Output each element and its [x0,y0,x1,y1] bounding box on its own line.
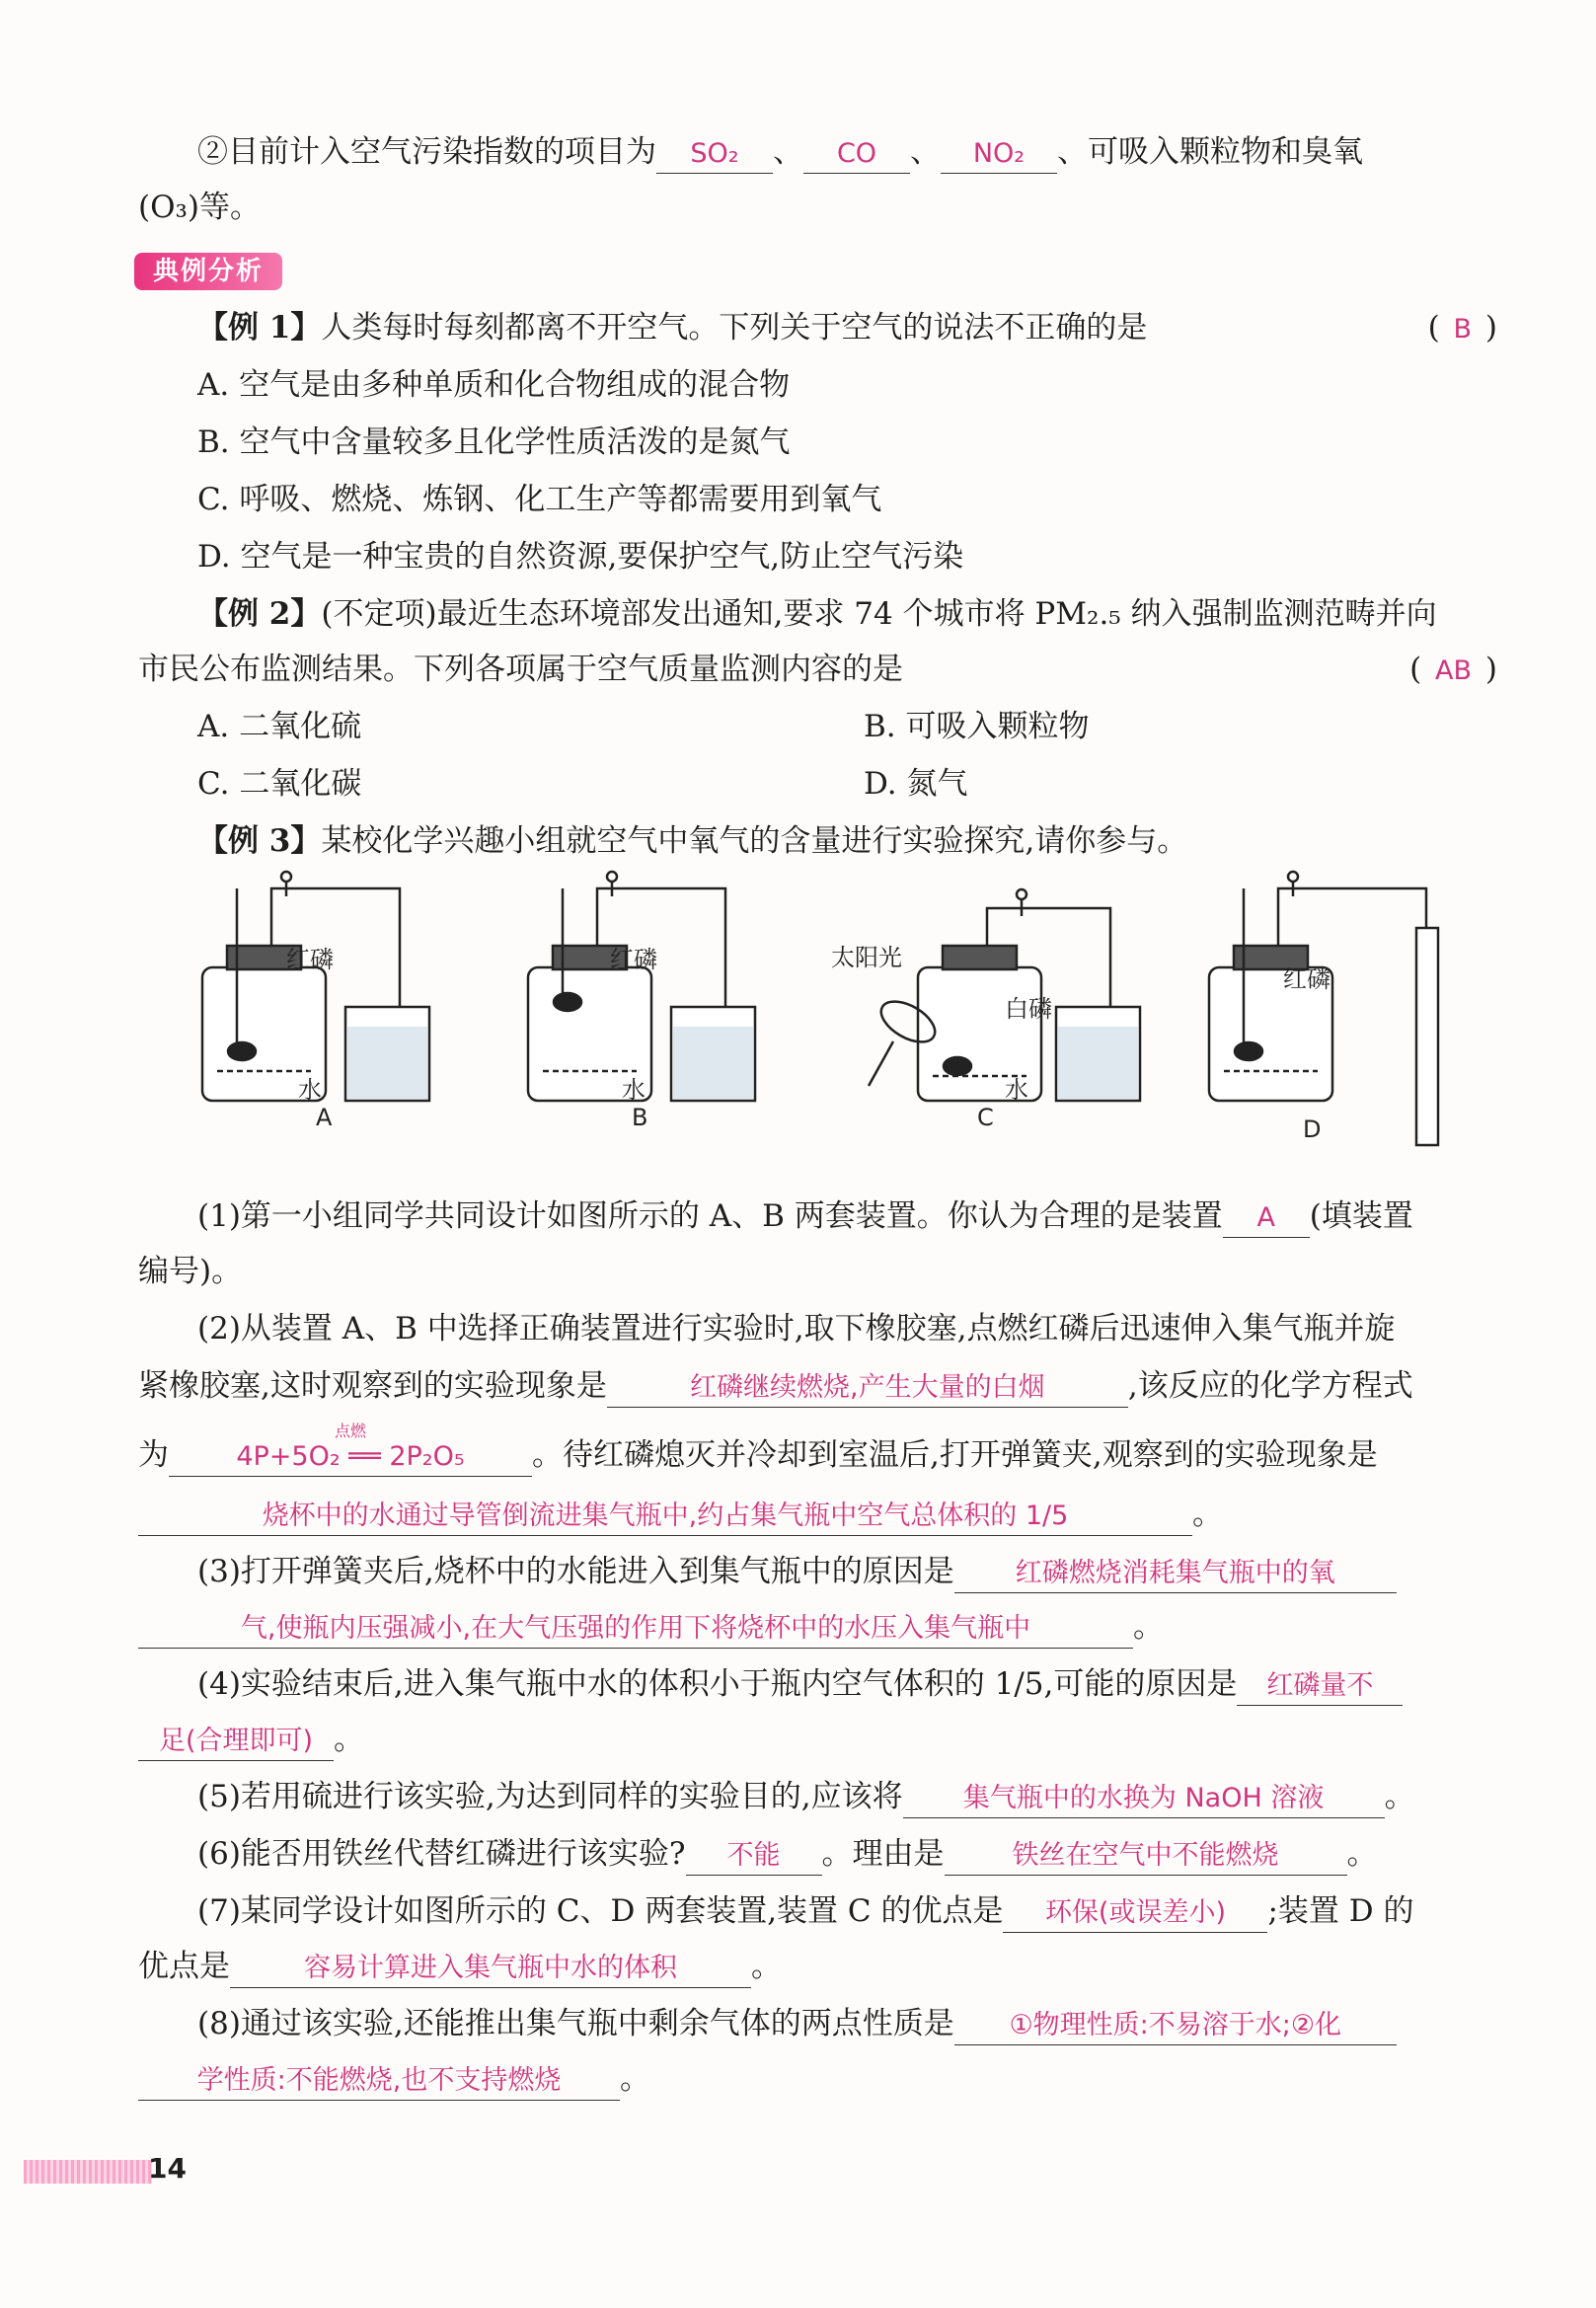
q1-text: (1)第一小组同学共同设计如图所示的 A、B 两套装置。你认为合理的是装置 [197,1198,1223,1234]
answer-no2: NO₂ [941,135,1057,174]
q6-answer-2: 铁丝在空气中不能燃烧 [945,1837,1347,1876]
apparatus-diagram [188,869,1471,1165]
q2-line-3 [138,1422,1500,1477]
label-water-a: 水 [298,1076,322,1104]
q4-line-1 [197,1662,1559,1706]
q8-line-1 [197,2002,1559,2045]
q3-line-1 [197,1550,1559,1593]
label-water-c: 水 [1005,1076,1028,1104]
ex2-option-a: A. 二氧化硫 [197,709,362,744]
ex2-option-c: C. 二氧化碳 [197,766,362,802]
q5-text: 。 [1384,1779,1415,1814]
q6-line [197,1832,1559,1876]
ex2-answer-bracket: ( AB ) [1409,648,1497,691]
q1-line-1 [197,1194,1559,1238]
ex1-option-a: A. 空气是由多种单质和化合物组成的混合物 [197,367,791,403]
ex1-answer: B [1453,314,1473,345]
ex1-option-d: D. 空气是一种宝贵的自然资源,要保护空气,防止空气污染 [197,539,964,575]
label-red-phosphorus-a: 红磷 [286,946,334,973]
q2-text: 。 [1192,1497,1223,1532]
q3-text: 。 [1133,1609,1164,1645]
q2-text: 紧橡胶塞,这时观察到的实验现象是 [138,1368,607,1404]
ex1-answer-bracket: ( B ) [1428,306,1497,349]
separator: 、 [773,134,803,170]
ex1-option-b: B. 空气中含量较多且化学性质活泼的是氮气 [197,424,791,460]
q7-answer-1: 环保(或误差小) [1003,1894,1267,1933]
q7-answer-2: 容易计算进入集气瓶中水的体积 [230,1950,751,1988]
q3-text: (3)打开弹簧夹后,烧杯中的水能进入到集气瓶中的原因是 [197,1554,954,1589]
ex2-stem-1 [197,592,1559,636]
q3-line-2 [138,1605,1500,1649]
section-badge: 典例分析 [134,253,282,290]
ex2-option-b: B. 可吸入颗粒物 [864,709,1090,744]
caption-d: D [1303,1116,1322,1143]
ex3-label: 【例 3】 [197,823,322,859]
q4-line-2 [138,1718,1500,1761]
intro-line-1 [197,130,1559,174]
q2-line-4 [138,1493,1500,1536]
q8-answer-part1: ①物理性质:不易溶于水;②化 [954,2007,1397,2045]
ex2-stem-text: (不定项)最近生态环境部发出通知,要求 74 个城市将 PM₂.₅ 纳入强制监测范畴并向 [321,596,1437,632]
label-sunlight: 太阳光 [831,944,902,971]
q8-answer-part2: 学性质:不能燃烧,也不支持燃烧 [138,2062,620,2101]
separator: 、 [910,134,941,170]
ex3-stem-text: 某校化学兴趣小组就空气中氧气的含量进行实验探究,请你参与。 [321,823,1188,859]
ex2-option-d: D. 氮气 [864,766,968,802]
caption-c: C [977,1104,994,1131]
reaction-condition: 点燃 [335,1422,367,1440]
q3-answer-part2: 气,使瓶内压强减小,在大气压强的作用下将烧杯中的水压入集气瓶中 [138,1610,1133,1649]
q7-line-1 [197,1889,1559,1933]
label-water-b: 水 [622,1076,646,1104]
intro-text: ②目前计入空气污染指数的项目为 [197,134,656,170]
apparatus-a [202,872,429,1101]
caption-a: A [316,1104,333,1131]
q6-text: 。 [1346,1836,1378,1872]
q2-line-2 [138,1364,1500,1408]
q2-line-1: (2)从装置 A、B 中选择正确装置进行实验时,取下橡胶塞,点燃红磷后迅速伸入集气瓶并旋 [197,1311,1396,1346]
ex1-stem-text: 人类每时每刻都离不开空气。下列关于空气的说法不正确的是 [321,310,1148,346]
q6-answer-1: 不能 [686,1837,822,1876]
page-number: 14 [148,2152,187,2185]
q8-line-2 [138,2057,1500,2101]
q1-text: (填装置 [1309,1198,1413,1234]
q3-answer-part1: 红磷燃烧消耗集气瓶中的氧 [954,1555,1397,1593]
q7-line-2 [138,1945,1500,1988]
intro-line-2: (O₃)等。 [138,190,262,225]
q5-line [197,1775,1559,1818]
answer-so2: SO₂ [656,135,773,174]
q6-text: 。理由是 [821,1836,945,1872]
q5-answer: 集气瓶中的水换为 NaOH 溶液 [903,1780,1385,1818]
q7-text: 。 [751,1949,782,1984]
q5-text: (5)若用硫进行该实验,为达到同样的实验目的,应该将 [197,1779,903,1814]
footer-decoration [24,2160,152,2184]
q2-text: 为 [138,1437,169,1473]
q7-text: (7)某同学设计如图所示的 C、D 两套装置,装置 C 的优点是 [197,1893,1004,1929]
equation-text: 4P+5O₂ ══ 2P₂O₅ [236,1441,465,1472]
ex1-stem [197,306,1559,349]
ex1-label: 【例 1】 [197,310,322,346]
q6-text: (6)能否用铁丝代替红磷进行该实验? [197,1836,686,1872]
q8-text: (8)通过该实验,还能推出集气瓶中剩余气体的两点性质是 [197,2006,954,2041]
label-red-phosphorus-b: 红磷 [610,946,657,973]
label-red-phosphorus-d: 红磷 [1283,965,1330,993]
q1-answer: A [1223,1199,1310,1238]
q2-answer-phenomenon: 红磷继续燃烧,产生大量的白烟 [607,1369,1128,1408]
caption-b: B [632,1104,648,1131]
ex1-option-c: C. 呼吸、燃烧、炼钢、化工生产等都需要用到氧气 [197,482,882,517]
q4-text: 。 [334,1722,364,1757]
q1-line-2: 编号)。 [138,1254,243,1289]
q7-text: ;装置 D 的 [1267,1893,1414,1929]
q7-text: 优点是 [138,1949,230,1984]
q2-text: ,该反应的化学方程式 [1127,1368,1413,1404]
ex3-stem [197,819,1559,863]
q4-answer-part1: 红磷量不 [1237,1667,1403,1706]
answer-co: CO [803,135,910,174]
label-white-phosphorus: 白磷 [1005,995,1052,1023]
apparatus-b [528,872,755,1101]
ex2-answer: AB [1435,655,1473,686]
q8-text: 。 [620,2061,650,2097]
intro-text: 、可吸入颗粒物和臭氧 [1057,134,1363,170]
ex2-stem-2: 市民公布监测结果。下列各项属于空气质量监测内容的是 [138,652,903,687]
q2-text: 。待红磷熄灭并冷却到室温后,打开弹簧夹,观察到的实验现象是 [532,1437,1378,1473]
q4-answer-part2: 足(合理即可) [138,1723,334,1761]
q2-answer-equation [169,1422,532,1477]
q4-text: (4)实验结束后,进入集气瓶中水的体积小于瓶内空气体积的 1/5,可能的原因是 [197,1666,1238,1702]
ex2-label: 【例 2】 [197,596,322,632]
q2-answer-observation: 烧杯中的水通过导管倒流进集气瓶中,约占集气瓶中空气总体积的 1/5 [138,1498,1192,1536]
apparatus-d [1209,872,1438,1145]
